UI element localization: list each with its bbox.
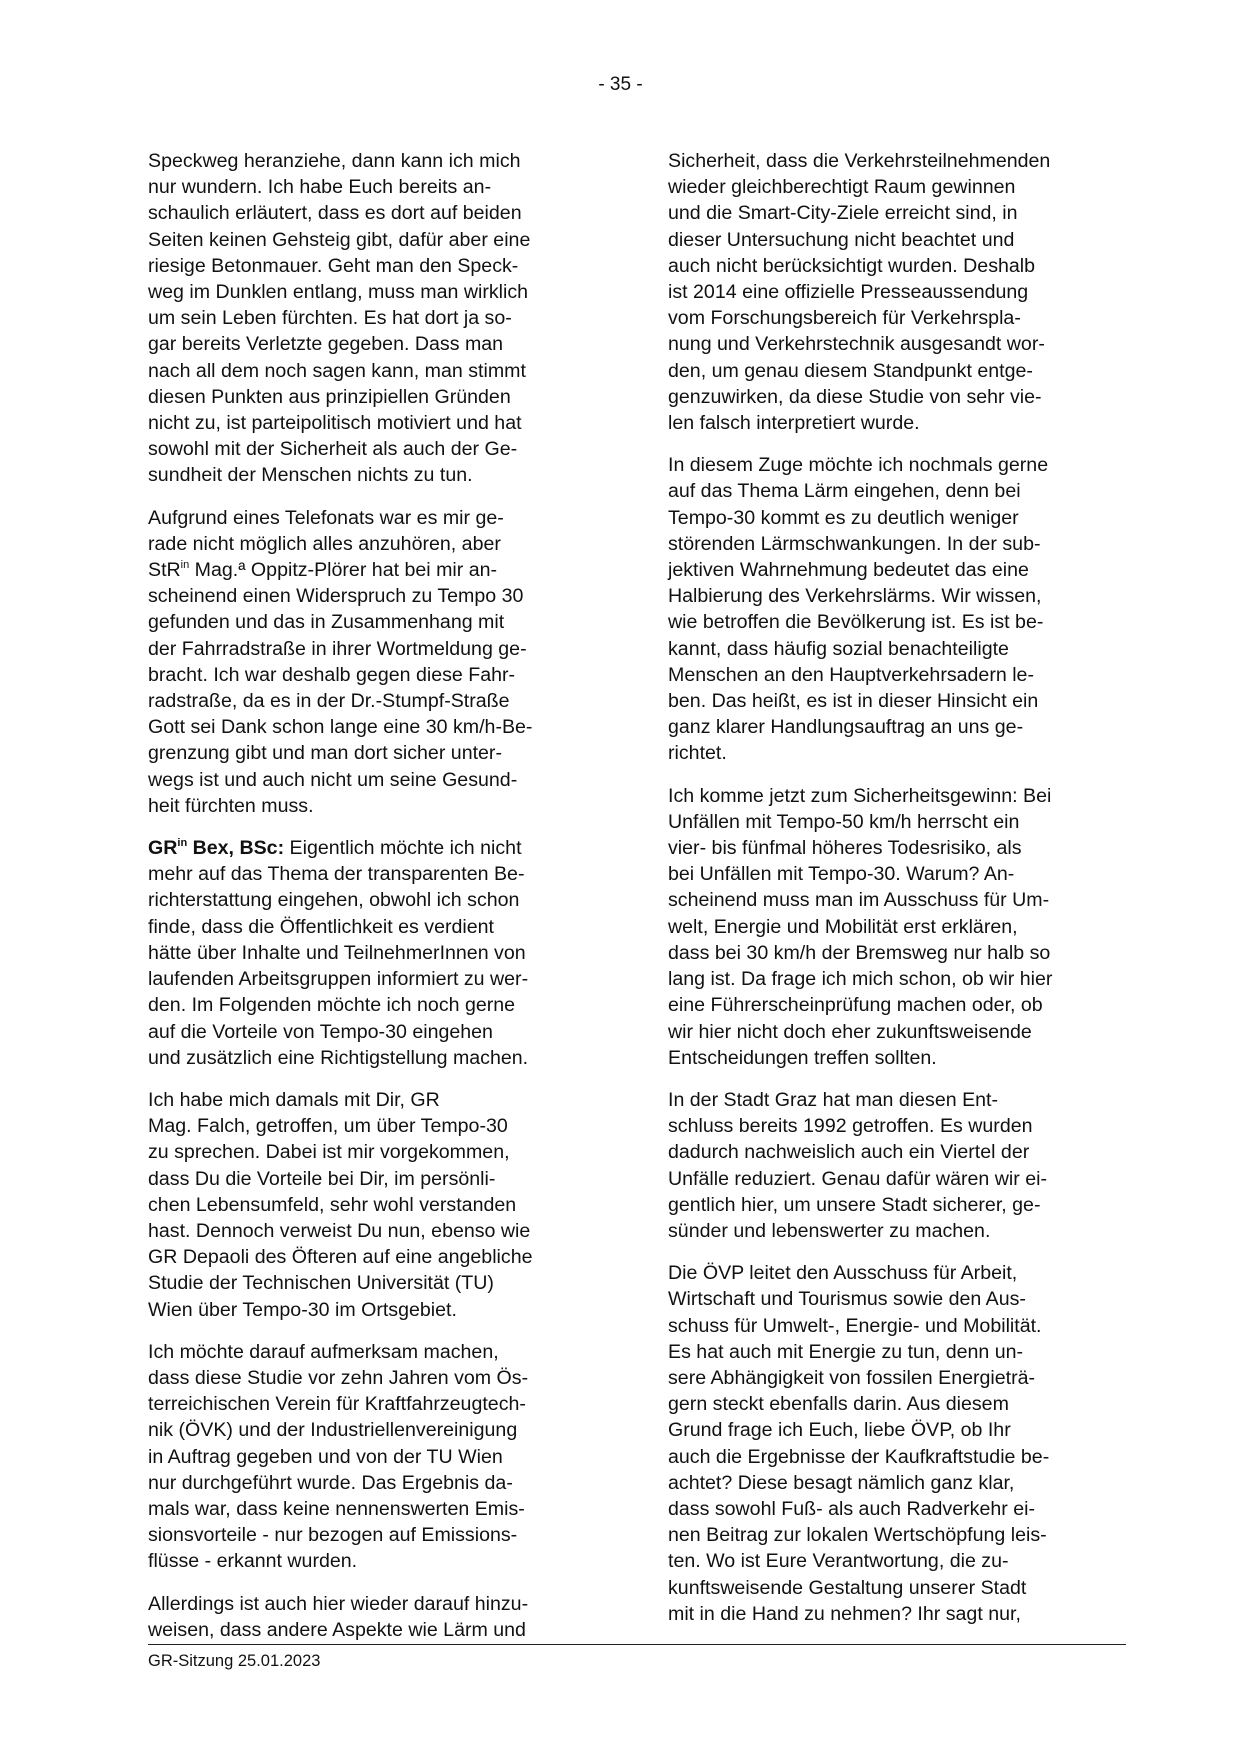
title-abbrev: StR <box>148 559 181 582</box>
text-line: lang ist. Da frage ich mich schon, ob wir hier <box>668 968 1053 991</box>
paragraph-lines <box>148 505 598 557</box>
footer-session-date: GR-Sitzung 25.01.2023 <box>148 1652 321 1670</box>
text-line: Aufgrund eines Telefonats war es mir ge- <box>148 506 504 529</box>
text-line: Seiten keinen Gehsteig gibt, dafür aber eine <box>148 228 531 251</box>
text-line: wir hier nicht doch eher zukunftsweisende <box>668 1020 1032 1043</box>
paragraph-lines <box>148 583 598 819</box>
text-line: laufenden Arbeitsgruppen informiert zu wer- <box>148 968 529 991</box>
text-line: Entscheidungen treffen sollten. <box>668 1046 937 1069</box>
text-line: gentlich hier, um unsere Stadt sicherer, ge- <box>668 1193 1041 1216</box>
text-line: sünder und lebenswerter zu machen. <box>668 1219 991 1242</box>
text-line: weisen, dass andere Aspekte wie Lärm und <box>148 1618 526 1641</box>
text-line: wie betroffen die Bevölkerung ist. Es ist be- <box>668 611 1044 634</box>
text-line: Es hat auch mit Energie zu tun, denn un- <box>668 1340 1024 1363</box>
text-line: eine Führerscheinprüfung machen oder, ob <box>668 994 1043 1017</box>
text-line: auch die Ergebnisse der Kaufkraftstudie be- <box>668 1445 1050 1468</box>
text-line: heit fürchten muss. <box>148 794 314 817</box>
text-line: diesen Punkten aus prinzipiellen Gründen <box>148 385 511 408</box>
text-line: finde, dass die Öffentlichkeit es verdient <box>148 915 494 938</box>
paragraph <box>668 148 1118 436</box>
text-line: um sein Leben fürchten. Es hat dort ja so- <box>148 307 512 330</box>
text-line: scheinend muss man im Ausschuss für Um- <box>668 889 1050 912</box>
text-line: ben. Das heißt, es ist in dieser Hinsicht ein <box>668 690 1039 713</box>
text-line: sowohl mit der Sicherheit als auch der Ge- <box>148 438 518 461</box>
text-line-rest: Mag.ª Oppitz-Plörer hat bei mir an- <box>189 559 498 582</box>
paragraph <box>148 1087 598 1323</box>
text-line: Unfällen mit Tempo-50 km/h herrscht ein <box>668 810 1020 833</box>
text-line: auf das Thema Lärm eingehen, denn bei <box>668 480 1021 503</box>
text-line: kunftsweisende Gestaltung unserer Stadt <box>668 1576 1027 1599</box>
text-line: ist 2014 eine offizielle Presseaussendung <box>668 281 1029 304</box>
text-line: dass bei 30 km/h der Bremsweg nur halb so <box>668 941 1051 964</box>
text-line: wegs ist und auch nicht um seine Gesund- <box>148 768 518 791</box>
text-line: achtet? Diese besagt nämlich ganz klar, <box>668 1471 1015 1494</box>
text-line: Menschen an den Hauptverkehrsadern le- <box>668 663 1034 686</box>
text-line: Allerdings ist auch hier wieder darauf hinzu- <box>148 1592 529 1615</box>
text-line: Wirtschaft und Tourismus sowie den Aus- <box>668 1288 1026 1311</box>
text-line: len falsch interpretiert wurde. <box>668 412 920 435</box>
text-line: mit in die Hand zu nehmen? Ihr sagt nur, <box>668 1602 1021 1625</box>
text-line: schuss für Umwelt-, Energie- und Mobilität. <box>668 1314 1042 1337</box>
text-line: störenden Lärmschwankungen. In der sub- <box>668 532 1041 555</box>
text-line: sere Abhängigkeit von fossilen Energieträ- <box>668 1366 1036 1389</box>
text-line: ten. Wo ist Eure Verantwortung, die zu- <box>668 1550 1009 1573</box>
text-line: Ich habe mich damals mit Dir, GR <box>148 1088 440 1111</box>
text-line: richterstattung eingehen, obwohl ich schon <box>148 889 520 912</box>
speaker-suffix: in <box>177 836 188 849</box>
paragraph <box>148 1339 598 1575</box>
text-line: dadurch nachweislich auch ein Viertel der <box>668 1141 1030 1164</box>
text-line: terreichischen Verein für Kraftfahrzeugtech- <box>148 1393 526 1416</box>
text-line: nach all dem noch sagen kann, man stimmt <box>148 359 526 382</box>
paragraph <box>668 452 1118 766</box>
text-line: bei Unfällen mit Tempo-30. Warum? An- <box>668 863 1015 886</box>
text-line: wieder gleichberechtigt Raum gewinnen <box>668 176 1016 199</box>
text-line: flüsse - erkannt wurden. <box>148 1550 358 1573</box>
text-line: Ich möchte darauf aufmerksam machen, <box>148 1340 499 1363</box>
text-line: auch nicht berücksichtigt wurden. Deshalb <box>668 254 1036 277</box>
text-line: ganz klarer Handlungsauftrag an uns ge- <box>668 716 1024 739</box>
text-line: Halbierung des Verkehrslärms. Wir wissen, <box>668 585 1042 608</box>
text-line: hast. Dennoch verweist Du nun, ebenso wie <box>148 1219 531 1242</box>
text-line: vier- bis fünfmal höheres Todesrisiko, als <box>668 837 1022 860</box>
text-line: Unfälle reduziert. Genau dafür wären wir ei- <box>668 1167 1047 1190</box>
text-line: weg im Dunklen entlang, muss man wirklich <box>148 281 529 304</box>
text-line: dass diese Studie vor zehn Jahren vom Ös- <box>148 1366 529 1389</box>
text-line: mehr auf das Thema der transparenten Be- <box>148 863 525 886</box>
text-line: den. Im Folgenden möchte ich noch gerne <box>148 994 516 1017</box>
text-line: bracht. Ich war deshalb gegen diese Fahr- <box>148 663 516 686</box>
text-line: Speckweg heranziehe, dann kann ich mich <box>148 150 521 172</box>
text-line: Die ÖVP leitet den Ausschuss für Arbeit, <box>668 1262 1018 1285</box>
text-line: sundheit der Menschen nichts zu tun. <box>148 464 473 487</box>
paragraph <box>668 783 1118 1071</box>
text-line: nik (ÖVK) und der Industriellenvereinigung <box>148 1419 518 1442</box>
text-line <box>148 557 598 583</box>
footer-divider <box>148 1644 1126 1645</box>
text-line: genzuwirken, da diese Studie von sehr vie- <box>668 385 1042 408</box>
text-line: radstraße, da es in der Dr.-Stumpf-Straße <box>148 690 510 713</box>
text-line: den, um genau diesem Standpunkt entge- <box>668 359 1033 382</box>
text-line: nur wundern. Ich habe Euch bereits an- <box>148 176 492 199</box>
text-line: nen Beitrag zur lokalen Wertschöpfung leis- <box>668 1524 1047 1547</box>
text-line: GR Depaoli des Öfteren auf eine angebliche <box>148 1246 533 1269</box>
text-line: dass Du die Vorteile bei Dir, im persönli- <box>148 1167 496 1190</box>
text-line: nung und Verkehrstechnik ausgesandt wor- <box>668 333 1045 356</box>
text-line: chen Lebensumfeld, sehr wohl verstanden <box>148 1193 517 1216</box>
title-suffix: in <box>180 558 190 571</box>
text-line: jektiven Wahrnehmung bedeutet das eine <box>668 559 1029 582</box>
text-line: nur durchgeführt wurde. Das Ergebnis da- <box>148 1471 513 1494</box>
text-line: Tempo-30 kommt es zu deutlich weniger <box>668 506 1019 529</box>
text-line: auf die Vorteile von Tempo-30 eingehen <box>148 1020 493 1043</box>
text-line: Grund frage ich Euch, liebe ÖVP, ob Ihr <box>668 1419 1011 1442</box>
text-line: und die Smart-City-Ziele erreicht sind, in <box>668 202 1018 225</box>
text-line: mals war, dass keine nennenswerten Emis- <box>148 1497 525 1520</box>
text-line: welt, Energie und Mobilität erst erklären, <box>668 915 1018 938</box>
speaker-rest: Bex, BSc: <box>187 837 285 860</box>
text-line: sionsvorteile - nur bezogen auf Emissions- <box>148 1524 518 1547</box>
text-line: richtet. <box>668 742 727 765</box>
text-line: Wien über Tempo-30 im Ortsgebiet. <box>148 1298 457 1321</box>
paragraph <box>668 1260 1118 1627</box>
text-line <box>148 835 598 861</box>
paragraph <box>668 1087 1118 1244</box>
text-line: schaulich erläutert, dass es dort auf beiden <box>148 202 522 225</box>
text-line: vom Forschungsbereich für Verkehrspla- <box>668 307 1021 330</box>
right-column <box>668 148 1118 1643</box>
text-line: dieser Untersuchung nicht beachtet und <box>668 228 1015 251</box>
speaker-prefix: GR <box>148 837 178 860</box>
text-line: In diesem Zuge möchte ich nochmals gerne <box>668 454 1049 477</box>
text-line: In der Stadt Graz hat man diesen Ent- <box>668 1088 999 1111</box>
text-line: Gott sei Dank schon lange eine 30 km/h-Be- <box>148 716 533 739</box>
text-line: schluss bereits 1992 getroffen. Es wurden <box>668 1115 1033 1138</box>
page-number: - 35 - <box>598 74 643 95</box>
text-line: zu sprechen. Dabei ist mir vorgekommen, <box>148 1141 510 1164</box>
text-line: grenzung gibt und man dort sicher unter- <box>148 742 502 765</box>
text-line: gar bereits Verletzte gegeben. Dass man <box>148 333 504 356</box>
paragraph <box>148 148 598 489</box>
text-line: gefunden und das in Zusammenhang mit <box>148 611 505 634</box>
text-line: kannt, dass häufig sozial benachteiligte <box>668 637 1009 660</box>
paragraph <box>148 1591 598 1643</box>
paragraph-lines <box>148 861 598 1071</box>
paragraph <box>148 835 598 1071</box>
text-line: der Fahrradstraße in ihrer Wortmeldung ge- <box>148 637 527 660</box>
text-line-rest: Eigentlich möchte ich nicht <box>284 837 522 860</box>
text-line: scheinend einen Widerspruch zu Tempo 30 <box>148 585 524 608</box>
text-line: hätte über Inhalte und TeilnehmerInnen von <box>148 941 526 964</box>
text-line: Ich komme jetzt zum Sicherheitsgewinn: Bei <box>668 784 1052 807</box>
text-line: und zusätzlich eine Richtigstellung machen. <box>148 1046 529 1069</box>
paragraph <box>148 505 598 819</box>
left-column <box>148 148 598 1659</box>
speaker-name <box>148 837 284 859</box>
text-line: Sicherheit, dass die Verkehrsteilnehmenden <box>668 150 1051 172</box>
text-line: gern steckt ebenfalls darin. Aus diesem <box>668 1393 1009 1416</box>
text-line: nicht zu, ist parteipolitisch motiviert und hat <box>148 412 522 435</box>
text-line: dass sowohl Fuß- als auch Radverkehr ei- <box>668 1497 1035 1520</box>
text-line: in Auftrag gegeben und von der TU Wien <box>148 1445 503 1468</box>
text-line: riesige Betonmauer. Geht man den Speck- <box>148 254 519 277</box>
text-line: Studie der Technischen Universität (TU) <box>148 1272 494 1295</box>
text-line: rade nicht möglich alles anzuhören, aber <box>148 532 501 555</box>
text-line: Mag. Falch, getroffen, um über Tempo-30 <box>148 1115 508 1138</box>
